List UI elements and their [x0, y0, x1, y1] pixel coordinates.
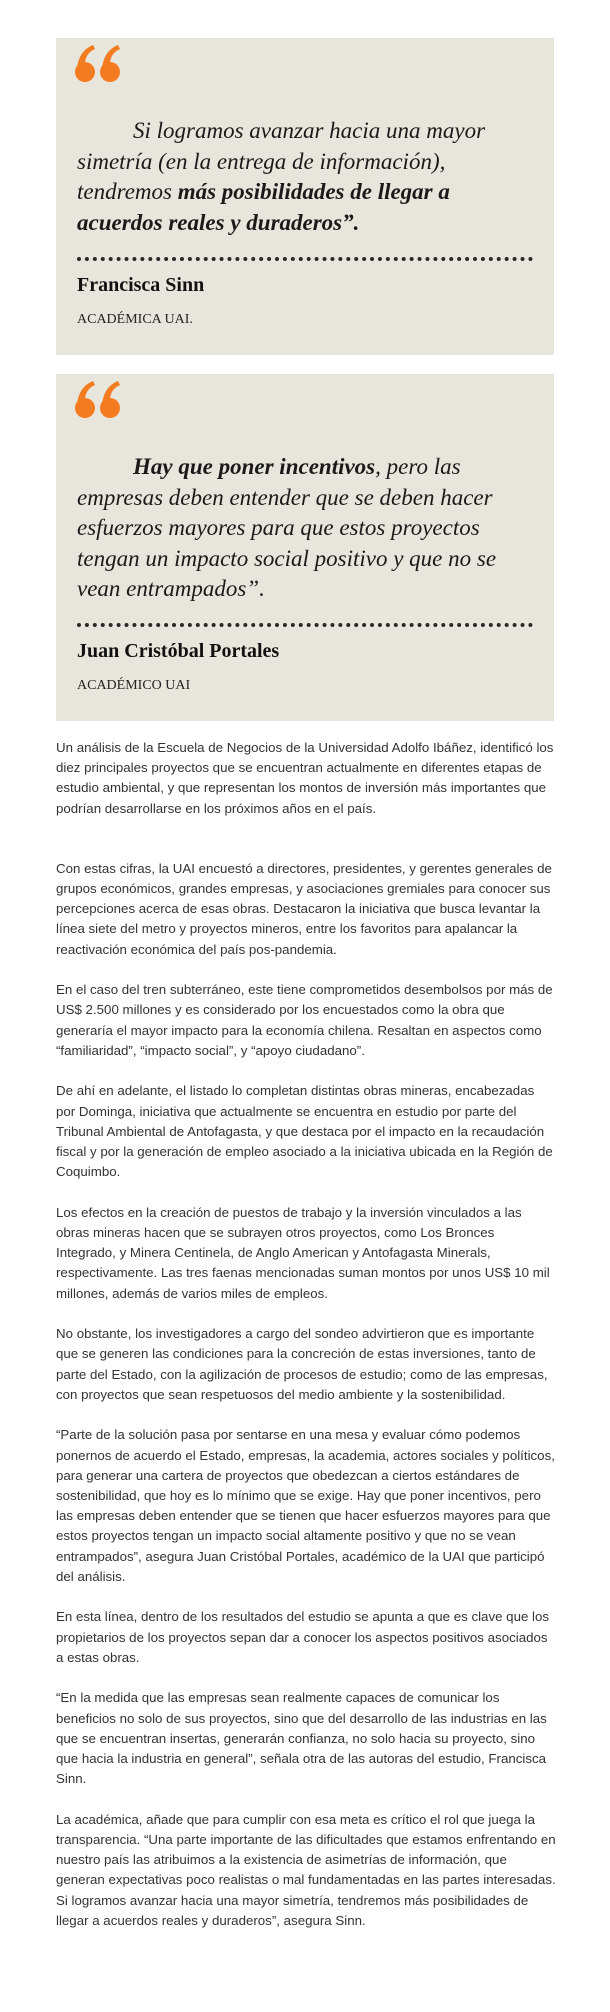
quote-author: Juan Cristóbal Portales [77, 640, 280, 662]
dotted-divider [77, 623, 533, 627]
article-body [56, 738, 556, 1951]
article-paragraph: En el caso del tren subterráneo, este tiene comprometidos desembolsos por más de US$ 2.500 millones y es considerado por los encuestados como la obra que generaría el mayor impacto para la economía chilena. Resaltan en aspectos como “familiaridad”, “impacto social”, y “apoyo ciudadano”. [56, 982, 553, 1058]
article-paragraph: Los efectos en la creación de puestos de trabajo y la inversión vinculados a las obras mineras hacen que se subrayen otros proyectos, como Los Bronces Integrado, y Minera Centinela, de Anglo American y Antofagasta Minerals, respectivamente. Las tres faenas mencionadas suman montos por unos US$ 10 mil millones, además de varios miles de empleos. [56, 1204, 550, 1301]
quote-mark-glyph [75, 381, 120, 418]
article-paragraph: La académica, añade que para cumplir con esa meta es crítico el rol que juega la transparencia. “Una parte importante de las dificultades que estamos enfrentando en nuestro país las atribuimos a la existencia de asimetrías de información, que generan expectativas poco realistas o mal fundamentadas en las partes interesadas. Si logramos avanzar hacia una mayor simetría, tendremos más posibilidades de llegar a acuerdos reales y duraderos”, asegura Sinn. [56, 1811, 556, 1928]
quote-author-role: ACADÉMICA UAI. [77, 312, 193, 327]
quote-mark-icon [73, 42, 125, 84]
pull-quote-2 [56, 374, 554, 721]
article-paragraph: “En la medida que las empresas sean realmente capaces de comunicar los beneficios no solo de sus proyectos, sino que del desarrollo de las industrias en las que se encuentran insertas, generarán confianza, no solo hacia su proyecto, sino que hacia la industria en general”, señala otra de las autoras del estudio, Francisca Sinn. [56, 1690, 547, 1787]
article-paragraph: No obstante, los investigadores a cargo del sondeo advirtieron que es importante que se generen las condiciones para la concreción de estas inversiones, tanto de parte del Estado, con la agilización de procesos de estudio; como de las empresas, con proyectos que sean respetuosos del medio ambiente y la sostenibilidad. [56, 1326, 548, 1402]
article-paragraph: Con estas cifras, la UAI encuestó a directores, presidentes, y gerentes generales de grupos económicos, grandes empresas, y asociaciones gremiales para conocer sus percepciones acerca de esas obras. Destacaron la iniciativa que busca levantar la línea siete del metro y proyectos mineros, entre los favoritos para apalancar la reactivación económica del país pos-pandemia. [56, 860, 552, 957]
quote-text-post: , pero las empresas deben entender que se deben hacer esfuerzos mayores para que estos proyectos tengan un impacto social positivo y que no se vean entrampados”. [77, 454, 497, 601]
quote-mark-glyph [75, 45, 120, 82]
quote-author: Francisca Sinn [77, 274, 205, 296]
pull-quote-1 [56, 38, 554, 355]
quote-mark-icon [73, 378, 125, 420]
article-paragraph: Un análisis de la Escuela de Negocios de la Universidad Adolfo Ibáñez, identificó los diez principales proyectos que se encuentran actualmente en diferentes etapas de estudio ambiental, y que representan los montos de inversión más importantes que podrían desarrollarse en los próximos años en el país. [56, 740, 554, 816]
quote-text-bold: Hay que poner incentivos [133, 454, 376, 479]
article-paragraph: En esta línea, dentro de los resultados del estudio se apunta a que es clave que los propietarios de los proyectos sepan dar a conocer los aspectos positivos asociados a estas obras. [56, 1609, 550, 1665]
dotted-divider [77, 257, 533, 261]
quote-text [77, 116, 533, 238]
quote-author-role: ACADÉMICO UAI [77, 678, 191, 693]
quote-text-pre: Si logramos avanzar hacia una mayor simetría (en la entrega de información), tendremos [77, 118, 486, 204]
quote-text [77, 452, 533, 605]
quote-text-bold: más posibilidades de llegar a acuerdos reales y duraderos”. [77, 179, 450, 235]
article-paragraph: “Parte de la solución pasa por sentarse en una mesa y evaluar cómo podemos ponernos de acuerdo el Estado, empresas, la academia, actores sociales y políticos, para generar una cartera de proyectos que obedezcan a ciertos estándares de sostenibilidad, que hoy es lo mínimo que se exige. Hay que poner incentivos, pero las empresas deben entender que se tienen que hacer esfuerzos mayores para que estos proyectos tengan un impacto social altamente positivo y que no se vean entrampados”, asegura Juan Cristóbal Portales, académico de la UAI que participó del análisis. [56, 1427, 555, 1584]
article-paragraph: De ahí en adelante, el listado lo completan distintas obras mineras, encabezadas por Dominga, iniciativa que actualmente se encuentra en estudio por parte del Tribunal Ambiental de Antofagasta, y que destaca por el impacto en la recaudación fiscal y por la generación de empleo asociado a la iniciativa ubicada en la Región de Coquimbo. [56, 1083, 553, 1180]
